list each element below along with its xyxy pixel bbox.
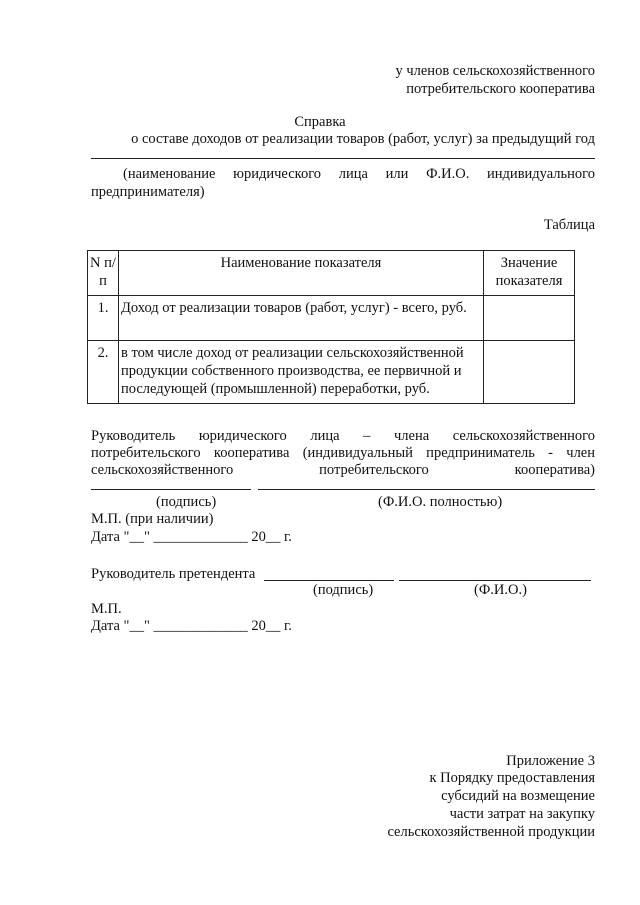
signature-caption: (подпись) xyxy=(156,494,217,510)
table-header-row xyxy=(88,251,575,296)
header-number: N п/п xyxy=(88,251,119,296)
appendix-line-2: к Порядку предоставления xyxy=(429,770,595,786)
stamp-label: М.П. (при наличии) xyxy=(91,511,214,527)
document-subtitle: о составе доходов от реализации товаров (работ, услуг) за предыдущий год xyxy=(131,131,595,147)
organization-name-caption-cont: предпринимателя) xyxy=(91,184,205,200)
applicant-signature-caption: (подпись) xyxy=(313,582,374,598)
organization-name-line xyxy=(91,158,595,159)
signatory1-line-1: Руководитель юридического лица – члена сельскохозяйственного xyxy=(91,428,595,444)
organization-name-caption: (наименование юридического лица или Ф.И.О. индивидуального xyxy=(123,166,595,182)
full-name-line xyxy=(258,489,595,490)
header-line-1: у членов сельскохозяйственного xyxy=(395,63,595,79)
table-row xyxy=(88,296,575,341)
signatory1-line-3: сельскохозяйственного потребительского кооператива) xyxy=(91,462,595,478)
header-value: Значение показателя xyxy=(484,251,575,296)
appendix-line-4: части затрат на закупку xyxy=(449,806,595,822)
header-indicator: Наименование показателя xyxy=(119,251,484,296)
row-value xyxy=(484,341,575,404)
appendix-line-1: Приложение 3 xyxy=(506,753,595,769)
applicant-date-line: Дата "__" _____________ 20__ г. xyxy=(91,618,292,634)
row-number: 2. xyxy=(88,341,119,404)
document-title: Справка xyxy=(294,114,346,130)
applicant-stamp-label: М.П. xyxy=(91,601,122,617)
applicant-head-label: Руководитель претендента xyxy=(91,566,256,582)
appendix-line-5: сельскохозяйственной продукции xyxy=(387,824,595,840)
signatory1-line-2: потребительского кооператива (индивидуальный предприниматель - член xyxy=(91,445,595,461)
appendix-line-3: субсидий на возмещение xyxy=(441,788,595,804)
table-label: Таблица xyxy=(543,217,595,233)
applicant-name-caption: (Ф.И.О.) xyxy=(474,582,527,598)
header-line-2: потребительского кооператива xyxy=(406,81,595,97)
row-value xyxy=(484,296,575,341)
signature-line xyxy=(91,489,251,490)
income-table xyxy=(87,250,575,404)
row-number: 1. xyxy=(88,296,119,341)
full-name-caption: (Ф.И.О. полностью) xyxy=(378,494,503,510)
table-row xyxy=(88,341,575,404)
date-line: Дата "__" _____________ 20__ г. xyxy=(91,529,292,545)
row-indicator: Доход от реализации товаров (работ, услуг) - всего, руб. xyxy=(119,296,484,341)
row-indicator: в том числе доход от реализации сельскохозяйственной продукции собственного производства, ее первичной и последующей (промышленной) переработки, руб. xyxy=(119,341,484,404)
